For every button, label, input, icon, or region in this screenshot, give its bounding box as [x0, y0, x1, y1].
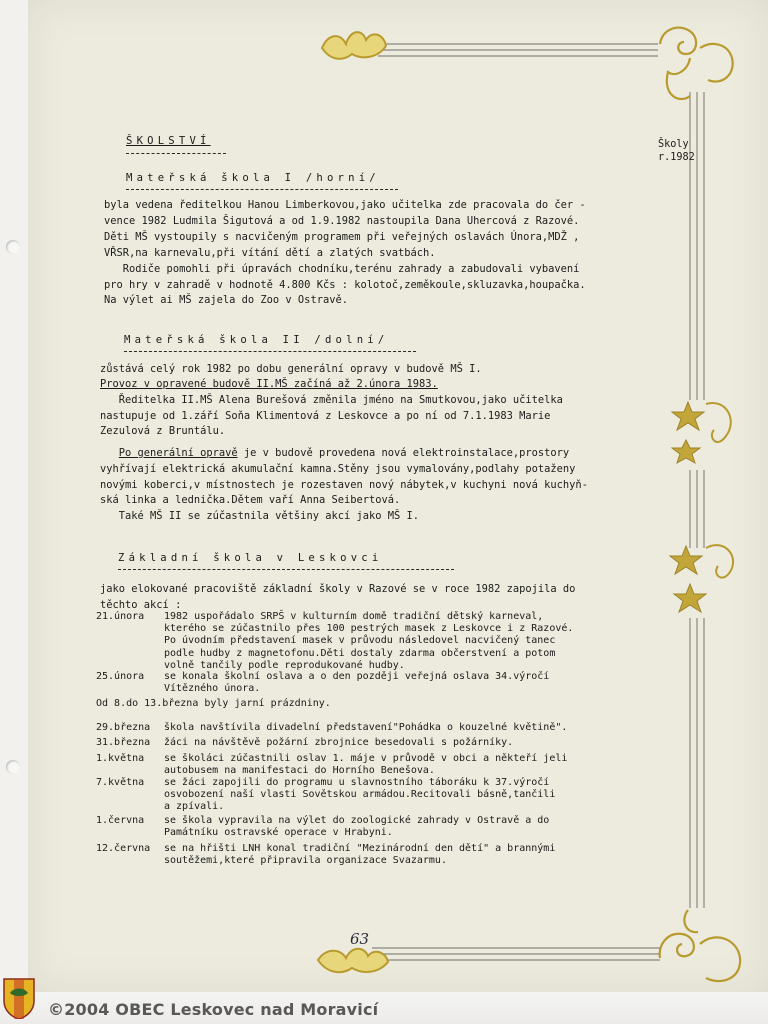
- event-text: a zpívali.: [164, 801, 225, 813]
- paragraph-line: [100, 446, 569, 462]
- event-text: škola navštívila divadelní představení"Pohádka o kouzelné květině".: [164, 722, 568, 733]
- event-text: se na hřišti LNH konal tradiční "Mezinárodní den dětí" a brannými: [164, 843, 556, 854]
- side-note-schools: Školy: [658, 139, 689, 150]
- copyright-footer: ©2004 OBEC Leskovec nad Moravicí: [48, 1000, 379, 1019]
- paragraph-line: nastupuje od 1.září Soňa Klimentová z Leskovce a po ní od 7.1.1983 Marie: [100, 409, 551, 422]
- paragraph-line: vyhřívají elektrická akumulační kamna.Stěny jsou vymalovány,podlahy potaženy: [100, 463, 576, 475]
- paragraph-line-underlined: Provoz v opravené budově II.MŠ začíná až 2.února 1983.: [100, 378, 438, 390]
- paragraph-line: Ředitelka II.MŠ Alena Burešová změnila jméno na Smutkovou,jako učitelka: [100, 394, 563, 406]
- event-text: Po úvodním představení masek v průvodu následovel nacvičený tanec: [164, 635, 556, 647]
- divider: [118, 569, 454, 570]
- divider: [124, 351, 416, 352]
- event-text: se školáci zúčastnili oslav 1. máje v průvodě v obci a někteří jeli: [164, 753, 568, 764]
- text-run: je v budově provedena nová elektroinstalace,prostory: [237, 447, 570, 459]
- paragraph-line: těchto akcí :: [100, 598, 182, 611]
- event-text: 1982 uspořádalo SRPŠ v kulturním domě tradiční dětský karneval,: [164, 611, 544, 622]
- section-heading: Základní škola v Leskovci: [118, 552, 383, 564]
- event-text: Vítězného února.: [164, 683, 261, 695]
- paragraph-line: VŘSR,na karnevalu,při vítání dětí a zlatých svatbách.: [104, 246, 436, 259]
- paragraph-line: byla vedena ředitelkou Hanou Limberkovou,jako učitelka zde pracovala do čer -: [104, 199, 586, 211]
- event-date: 21.února: [96, 611, 145, 622]
- event-text: volně tančily podle reprodukované hudby.: [164, 659, 405, 671]
- paragraph-line: novými koberci,v místnostech je rozestaven nový nábytek,v kuchyni nová kuchyň-: [100, 478, 588, 491]
- event-text: se konala školní oslava a o den později veřejná oslava 34.výročí: [164, 671, 550, 682]
- event-date: 29.března: [96, 722, 151, 733]
- paragraph-line: ská linka a lednička.Dětem vaří Anna Seibertová.: [100, 494, 401, 507]
- ornament-scroll-icon: [706, 403, 733, 578]
- event-date: 31.března: [96, 737, 151, 748]
- paragraph-line: Děti MŠ vystoupily s nacvičeným programem při veřejných oslavách Února,MDŽ ,: [104, 230, 580, 243]
- paragraph-line: vence 1982 Ludmila Šigutová a od 1.9.1982 nastoupila Dana Uhercová z Razové.: [104, 214, 580, 227]
- event-text: žáci na návštěvě požární zbrojnice besedovali s požárníky.: [164, 737, 514, 748]
- indent: [100, 447, 119, 459]
- event-text: se škola vypravila na výlet do zoologické zahrady v Ostravě a do: [164, 815, 550, 826]
- paragraph-line: Na výlet ai MŠ zajela do Zoo v Ostravě.: [104, 294, 348, 307]
- page-title: ŠKOLSTVÍ: [126, 135, 211, 147]
- paragraph-line: zůstává celý rok 1982 po dobu generální opravy v budově MŠ I.: [100, 363, 482, 375]
- event-text: se žáci zapojili do programu u slavnostního táboráku k 37.výročí: [164, 777, 550, 788]
- paragraph-line: Také MŠ II se zúčastnila většiny akcí jako MŠ I.: [100, 509, 420, 522]
- paragraph-line: Zezulová z Bruntálu.: [100, 425, 226, 438]
- event-date: 7.května: [96, 777, 145, 788]
- crest-icon: [2, 977, 36, 1019]
- paragraph-line: Rodiče pomohli při úpravách chodníku,terénu zahrady a zabudovali vybavení: [104, 262, 580, 275]
- paragraph-line: pro hry v zahradě v hodnotě 4.800 Kčs : kolotoč,zeměkoule,skluzavka,houpačka.: [104, 278, 586, 291]
- section-heading: Mateřská škola II /dolní/: [124, 334, 389, 346]
- event-date: 1.května: [96, 753, 145, 764]
- event-text: podle hudby z magnetofonu.Děti dostaly zdarma občerstvení a potom: [164, 647, 556, 659]
- event-date: Od 8.do 13.března byly jarní prázdniny.: [96, 698, 331, 709]
- underlined-phrase: Po generální opravě: [118, 447, 238, 459]
- event-date: 12.června: [96, 843, 151, 854]
- event-text: osvobození naší vlasti Sovětskou armádou.Recitovali básně,tančili: [164, 789, 556, 801]
- ornament-scroll-icon: [660, 910, 740, 981]
- event-date: 25.února: [96, 671, 145, 682]
- ornament-scroll-icon: [660, 28, 733, 99]
- event-text: autobusem na manifestaci do Horního Benešova.: [164, 765, 435, 777]
- event-text: Památníku ostravské operace v Hrabyni.: [164, 827, 393, 839]
- ornament-leaf-icon: [318, 949, 388, 972]
- star-icon: [670, 402, 706, 612]
- event-date: 1.června: [96, 815, 145, 826]
- paragraph-line: jako elokované pracoviště základní školy v Razové se v roce 1982 zapojila do: [100, 583, 576, 595]
- event-text: kterého se zúčastnilo přes 100 pestrých masek z Leskovce i z Razové.: [164, 623, 574, 635]
- ornament-leaf-icon: [322, 32, 386, 59]
- side-note-year: r.1982: [658, 152, 695, 163]
- section-heading: Mateřská škola I /horní/: [126, 172, 380, 184]
- divider: [126, 153, 226, 154]
- event-text: soutěžemi,které připravila organizace Svazarmu.: [164, 855, 447, 867]
- page-number: 63: [350, 930, 370, 948]
- divider: [126, 189, 398, 190]
